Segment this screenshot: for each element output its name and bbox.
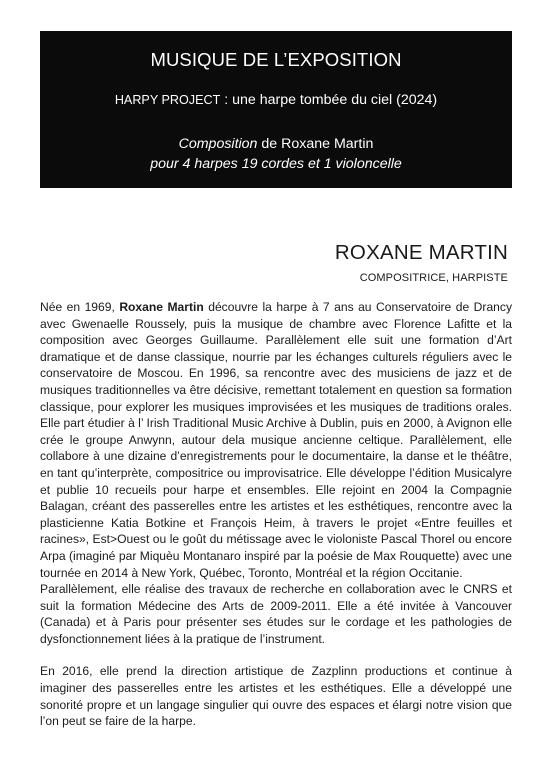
bio-paragraph-2: Parallèlement, elle réalise des travaux de recherche en collaboration avec le CNRS et suit la formation Médecine des Arts de 2009-2011. Elle a été invitée à Vancouver (Canada) et à Paris pour présenter ses études sur le cordage et les pathologies de dysfonctionnement liées à la pratique de l’instrument.	[40, 582, 512, 646]
composition-label: Composition	[178, 136, 258, 152]
instrumentation: pour 4 harpes 19 cordes et 1 violoncelle	[150, 156, 402, 172]
project-name: HARPY PROJECT	[114, 93, 221, 107]
header-subtitle	[40, 92, 512, 108]
project-description: : une harpe tombée du ciel (2024)	[220, 92, 438, 108]
bio-paragraph-1	[40, 299, 512, 581]
bio-paragraph-3: En 2016, elle prend la direction artistique de Zazplinn productions et continue à imaginer des passerelles entre les artistes et les esthétiques. Elle a développé une sonorité propre et un langage singulier qui ouvre des espaces et élargi notre vision que l’on peut se faire de la harpe.	[40, 664, 512, 729]
artist-name: ROXANE MARTIN	[334, 241, 508, 264]
exhibition-header	[40, 31, 512, 188]
bio-intro: Née en 1969,	[40, 300, 120, 314]
header-title: MUSIQUE DE L’EXPOSITION	[150, 49, 402, 70]
bio-text-1: découvre la harpe à 7 ans au Conservatoire de Drancy avec Gwenaelle Roussely, puis la musique de chambre avec Florence Lafitte et la composition avec Georges Guillaume. Parallèlement elle suit une formation d’Art dramatique et de danse classique, nourrie par les échanges culturels réguliers avec le conservatoire de Moscou. En 1996, sa rencontre avec des musiciens de jazz et de musiques traditionnelles va être décisive, remettant totalement en question sa formation classique, pour explorer les musiques improvisées et les musiques de traditions orales. Elle part étudier à l’ Irish Traditional Music Archive à Dublin, puis en 2000, à Avignon elle crée le groupe Anwynn, autour dela musique ancienne celtique. Parallèlement, elle collabore à une dizaine d’enregistrements pour le documentaire, la danse et le théâtre, en tant qu’interprète, compositrice ou improvisatrice. Elle développe l’édition Musicalyre et publie 10 recueils pour harpe et ensembles. Elle rejoint en 2004 la Compagnie Balagan, créant des passerelles entre les artistes et les esthétiques, rencontre avec la plasticienne Katia Botkine et François Heim, à travers le projet «Entre feuilles et racines», Est>Ouest ou le goût du métissage avec le violoniste Pascal Thorel ou encore Arpa (imaginé par Miquèu Montanaro inspiré par la poésie de Max Rouquette) avec une tournée en 2014 à New York, Québec, Toronto, Montréal et la région Occitanie.	[40, 300, 512, 580]
bio-artist-name: Roxane Martin	[119, 300, 204, 314]
composition-line	[40, 134, 512, 154]
artist-role: COMPOSITRICE, HARPISTE	[359, 272, 508, 284]
artist-biography	[40, 299, 512, 730]
composer-credit: de Roxane Martin	[257, 136, 374, 152]
composition-credit	[40, 134, 512, 174]
